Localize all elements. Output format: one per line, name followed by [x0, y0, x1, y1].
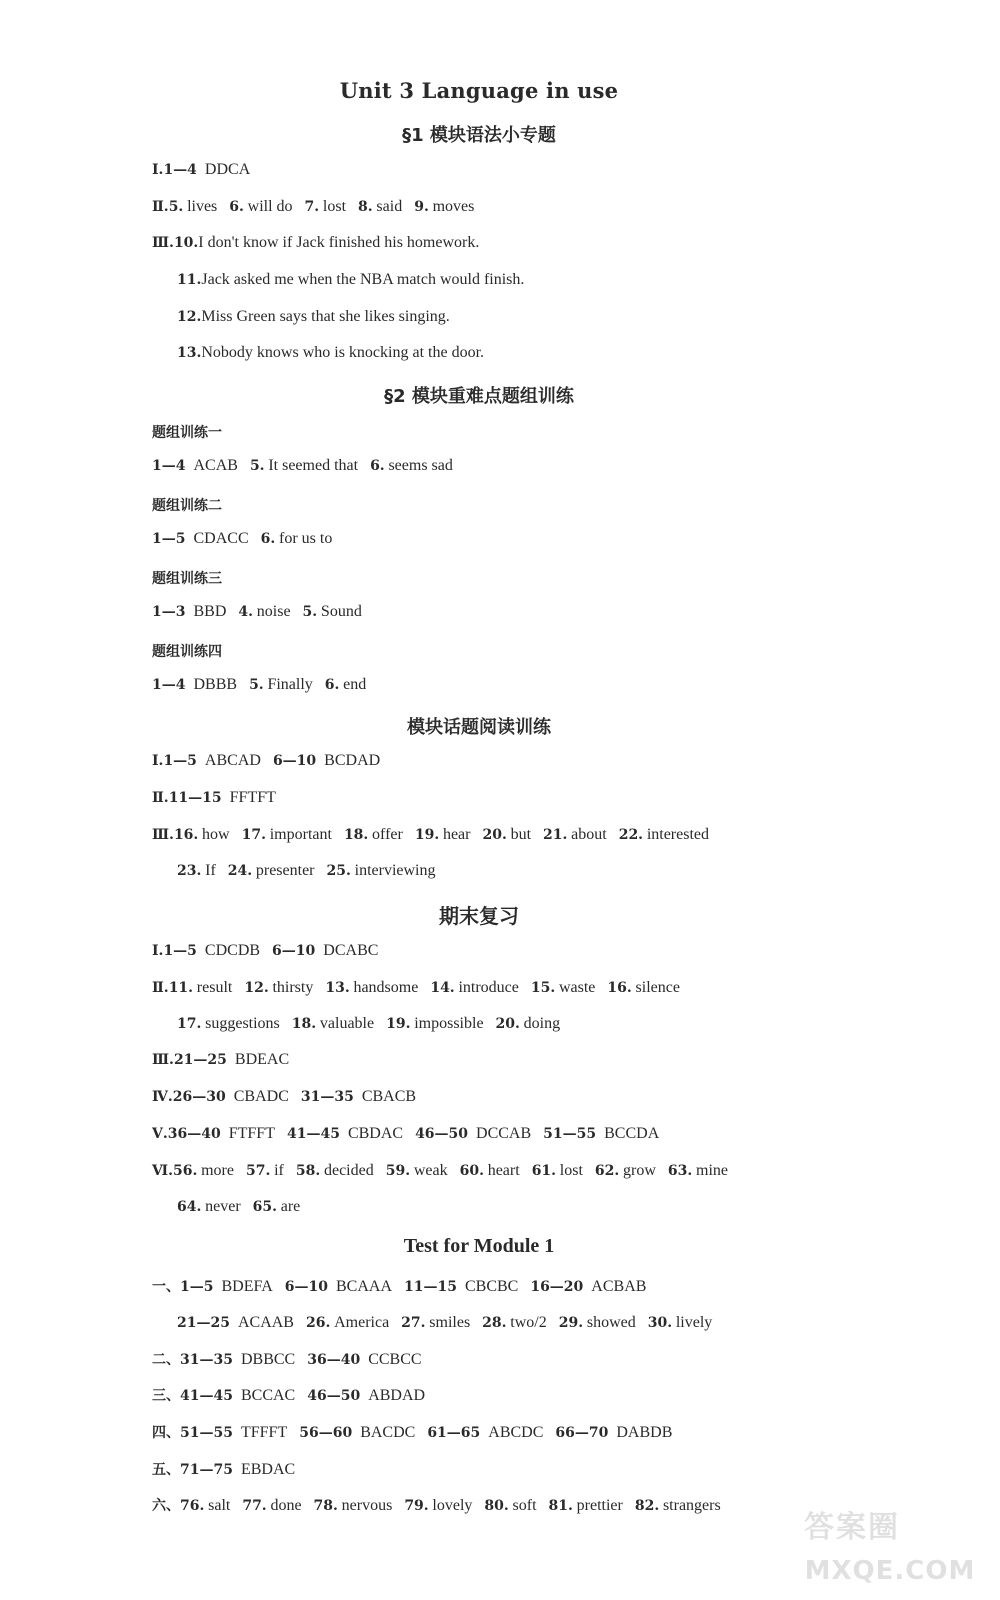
- answer-line: 1—4 ACAB 5. It seemed that 6. seems sad: [152, 457, 453, 474]
- answer-line: Ⅱ.11—15 FFTFT: [152, 789, 276, 806]
- answer-line: Ⅱ.5. lives 6. will do 7. lost 8. said 9. moves: [152, 198, 475, 215]
- answer-line: 64. never 65. are: [177, 1198, 301, 1215]
- answer-line: 11.Jack asked me when the NBA match would finish.: [177, 271, 525, 288]
- watermark-logo-text: 答案圈: [804, 1510, 900, 1545]
- answer-line: Ⅰ.1—5 CDCDB 6—10 DCABC: [152, 942, 379, 959]
- watermark-site: MXQE.COM: [804, 1556, 976, 1586]
- watermark-logo: [790, 1502, 990, 1586]
- group-heading: 题组训练一: [152, 425, 222, 441]
- answer-line: Ⅵ.56. more 57. if 58. decided 59. weak 60. heart 61. lost 62. grow 63. mine: [152, 1162, 729, 1179]
- answer-line: Ⅴ.36—40 FTFFT 41—45 CBDAC 46—50 DCCAB 51—55 BCCDA: [152, 1125, 660, 1142]
- section-2-title: §2 模块重难点题组训练: [384, 386, 574, 407]
- answer-line: Ⅲ.16. how 17. important 18. offer 19. hear 20. but 21. about 22. interested: [152, 826, 710, 843]
- roman-numeral: Ⅰ.: [152, 162, 164, 178]
- answer-line: Ⅰ.1—5 ABCAD 6—10 BCDAD: [152, 752, 381, 769]
- group-heading: 题组训练二: [152, 498, 222, 514]
- roman-numeral: Ⅱ.: [152, 199, 169, 215]
- answer-line: Ⅲ.10.I don't know if Jack finished his homework.: [152, 234, 480, 251]
- answer-line: 1—3 BBD 4. noise 5. Sound: [152, 603, 362, 620]
- reading-title: 模块话题阅读训练: [407, 717, 551, 738]
- answer-line: 三、41—45 BCCAC 46—50 ABDAD: [152, 1387, 426, 1404]
- group-heading: 题组训练四: [152, 644, 222, 660]
- answer-line: [152, 160, 250, 180]
- answer-line: 12.Miss Green says that she likes singing.: [177, 308, 450, 325]
- answer-line: 1—5 CDACC 6. for us to: [152, 530, 333, 547]
- answer-range: 1—4 DDCA: [163, 161, 251, 178]
- answer-line: 21—25 ACAAB 26. America 27. smiles 28. two/2 29. showed 30. lively: [177, 1314, 713, 1331]
- answer-line: 二、31—35 DBBCC 36—40 CCBCC: [152, 1351, 422, 1368]
- unit-title: Unit 3 Language in use: [339, 78, 619, 103]
- answer-line: 五、71—75 EBDAC: [152, 1461, 296, 1478]
- review-title: 期末复习: [439, 904, 519, 928]
- roman-numeral: Ⅲ.: [152, 235, 174, 251]
- answer-line: 13.Nobody knows who is knocking at the door.: [177, 344, 485, 361]
- answer-line: Ⅲ.21—25 BDEAC: [152, 1051, 290, 1068]
- group-heading: 题组训练三: [152, 571, 222, 587]
- test-title: Test for Module 1: [403, 1235, 555, 1257]
- answer-line: 六、76. salt 77. done 78. nervous 79. lovely 80. soft 81. prettier 82. strangers: [152, 1497, 721, 1514]
- section-1-title: §1 模块语法小专题: [402, 125, 556, 146]
- answer-line: 17. suggestions 18. valuable 19. impossible 20. doing: [177, 1015, 561, 1032]
- answer-line: Ⅱ.11. result 12. thirsty 13. handsome 14. introduce 15. waste 16. silence: [152, 979, 680, 996]
- answer-line: 四、51—55 TFFFT 56—60 BACDC 61—65 ABCDC 66—70 DABDB: [152, 1424, 673, 1441]
- answer-line: Ⅳ.26—30 CBADC 31—35 CBACB: [152, 1088, 417, 1105]
- answer-line: 23. If 24. presenter 25. interviewing: [177, 862, 436, 879]
- answer-line: 1—4 DBBB 5. Finally 6. end: [152, 676, 367, 693]
- answer-line: 一、1—5 BDEFA 6—10 BCAAA 11—15 CBCBC 16—20 ACBAB: [152, 1278, 647, 1295]
